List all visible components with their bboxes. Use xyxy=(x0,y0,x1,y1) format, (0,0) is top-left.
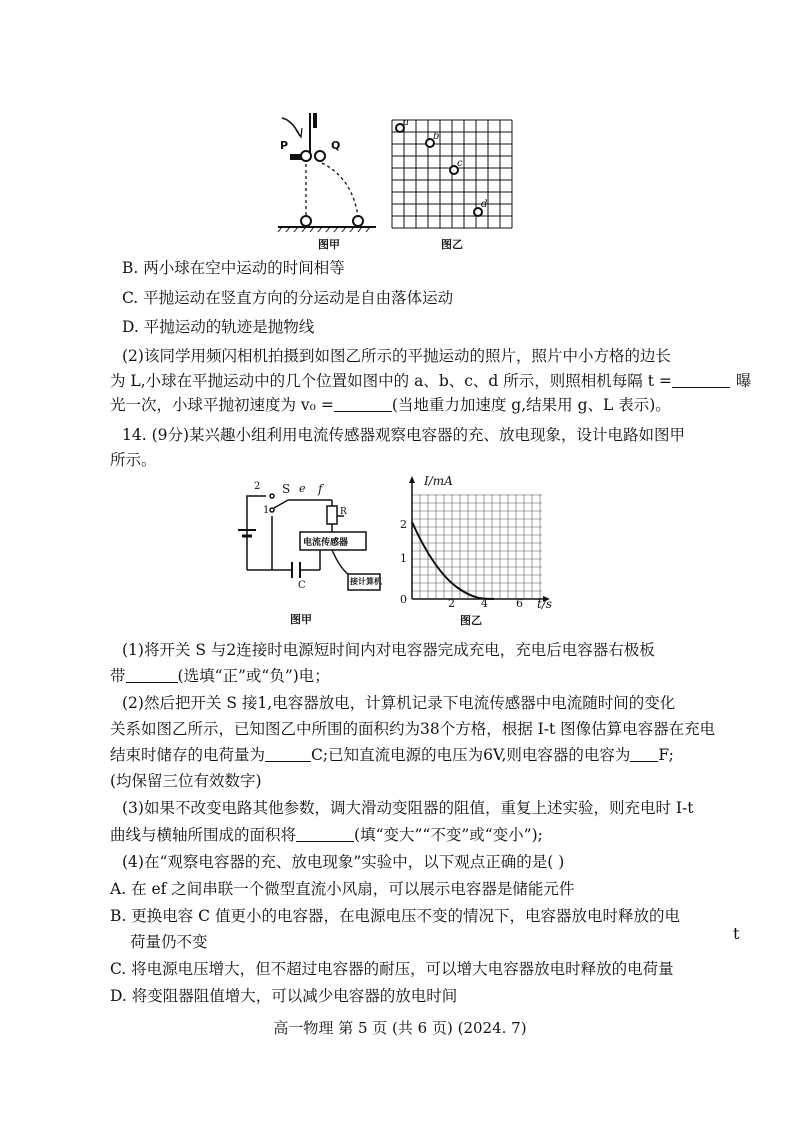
node-1: 1 xyxy=(263,505,270,516)
q14-option-a: A. 在 ef 之间串联一个微型直流小风扇，可以展示电容器是储能元件 xyxy=(110,880,575,898)
graph-xlabel: t/s xyxy=(537,597,553,611)
label-p: P xyxy=(280,139,289,152)
answer-blank-area[interactable] xyxy=(296,827,354,842)
current-sensor-label: 电流传感器 xyxy=(303,538,349,548)
q13-option-c: C. 平抛运动在竖直方向的分运动是自由落体运动 xyxy=(122,289,454,307)
label-c: c xyxy=(457,158,463,169)
q14-part4-stem: (4)在“观察电容器的充、放电现象”实验中，以下观点正确的是( ) xyxy=(122,853,565,871)
q14-option-b-line2: 荷量仍不变 xyxy=(130,933,208,951)
answer-blank-charge[interactable] xyxy=(265,747,311,762)
caption-fig-yi-top: 图乙 xyxy=(441,238,463,251)
capacitor-c: C xyxy=(298,580,306,591)
q13-part2-line3-text: 光一次，小球平抛初速度为 v₀ = xyxy=(110,396,334,414)
q14-part1-line2-text: 带 xyxy=(110,667,126,685)
q13-option-d: D. 平抛运动的轨迹是抛物线 xyxy=(122,318,315,336)
node-2: 2 xyxy=(254,481,261,492)
q14-part2-line3-c: F; xyxy=(658,746,674,764)
q14-part3-line1: (3)如果不改变电路其他参数，调大滑动变阻器的阻值，重复上述实验，则充电时 I-t xyxy=(122,799,694,817)
apparatus-figure xyxy=(272,108,382,248)
q14-option-c: C. 将电源电压增大，但不超过电容器的耐压，可以增大电容器放电时释放的电荷量 xyxy=(110,960,674,978)
label-a: a xyxy=(403,117,409,128)
answer-blank-charge-sign[interactable] xyxy=(126,668,178,683)
q14-option-b-line1: B. 更换电容 C 值更小的电容器，在电源电压不变的情况下，电容器放电时释放的电 xyxy=(110,907,680,925)
q14-part3-line2 xyxy=(110,824,710,846)
y-tick-0: 0 xyxy=(400,593,407,606)
answer-blank-v0[interactable] xyxy=(334,397,392,412)
answer-blank-t[interactable] xyxy=(672,373,730,388)
page-footer: 高一物理 第 5 页 (共 6 页) (2024. 7) xyxy=(273,1019,527,1037)
q13-part2-line3-end: (当地重力加速度 g,结果用 g、L 表示)。 xyxy=(391,396,671,414)
graph-ylabel: I/mA xyxy=(424,474,453,488)
q14-part2-line4: (均保留三位有效数字) xyxy=(110,772,262,790)
x-tick-2: 2 xyxy=(448,597,455,610)
q14-part3-line2-a: 曲线与横轴所围成的面积将 xyxy=(110,826,297,844)
margin-mark: t xyxy=(733,924,740,943)
q14-part2-line3-b: C;已知直流电源的电压为6V,则电容器的电容为 xyxy=(311,746,631,764)
q14-part2-line3 xyxy=(110,744,710,766)
q13-part2-line3 xyxy=(110,394,710,416)
node-e: e xyxy=(299,482,306,495)
q14-part1-line1: (1)将开关 S 与2连接时电源短时间内对电容器完成充电，充电后电容器右极板 xyxy=(122,641,655,659)
label-q: Q xyxy=(331,139,341,152)
q13-part2-line2-end: 曝 xyxy=(735,372,752,390)
switch-s: S xyxy=(282,482,291,496)
q14-part1-line2-end: (选填“正”或“负”)电； xyxy=(177,667,330,685)
q13-part2-line2-text: 为 L,小球在平抛运动中的几个位置如图中的 a、b、c、d 所示，则照相机每隔 t = xyxy=(110,372,672,390)
x-tick-4: 4 xyxy=(481,597,488,610)
label-d: d xyxy=(481,199,488,210)
q13-option-b: B. 两小球在空中运动的时间相等 xyxy=(122,259,345,277)
q14-part2-line2: 关系如图乙所示，已知图乙中所围的面积约为38个方格，根据 I-t 图像估算电容器在充电 xyxy=(110,720,716,738)
x-tick-6: 6 xyxy=(516,597,523,610)
label-b: b xyxy=(433,131,440,142)
caption-circuit: 图甲 xyxy=(290,613,312,626)
q14-stem-line2: 所示。 xyxy=(110,451,157,469)
q14-part1-line2 xyxy=(110,665,710,687)
q14-part2-line3-a: 结束时储存的电荷量为 xyxy=(110,746,266,764)
node-f: f xyxy=(318,482,323,496)
q14-part2-line1: (2)然后把开关 S 接1,电容器放电，计算机记录下电流传感器中电流随时间的变化 xyxy=(122,694,676,712)
trajectory-grid xyxy=(388,116,524,234)
computer-label: 接计算机 xyxy=(350,577,382,586)
caption-graph: 图乙 xyxy=(460,614,482,627)
q14-part3-line2-b: (填“变大”“不变”或“变小”); xyxy=(354,826,543,844)
discharge-curve xyxy=(412,522,494,599)
q13-part2-line1: (2)该同学用频闪相机拍摄到如图乙所示的平抛运动的照片，照片中小方格的边长 xyxy=(122,347,671,365)
resistor-r: R xyxy=(340,507,347,517)
q13-part2-line2 xyxy=(110,370,752,392)
q14-option-d: D. 将变阻器阻值增大，可以减少电容器的放电时间 xyxy=(110,987,458,1005)
answer-blank-capacitance[interactable] xyxy=(630,747,658,762)
q14-stem-line1: 14. (9分)某兴趣小组利用电流传感器观察电容器的充、放电现象，设计电路如图甲 xyxy=(122,426,686,444)
current-time-graph xyxy=(398,474,558,614)
y-tick-1: 1 xyxy=(400,552,407,565)
y-tick-2: 2 xyxy=(400,518,407,531)
caption-fig-jia-top: 图甲 xyxy=(318,238,340,251)
